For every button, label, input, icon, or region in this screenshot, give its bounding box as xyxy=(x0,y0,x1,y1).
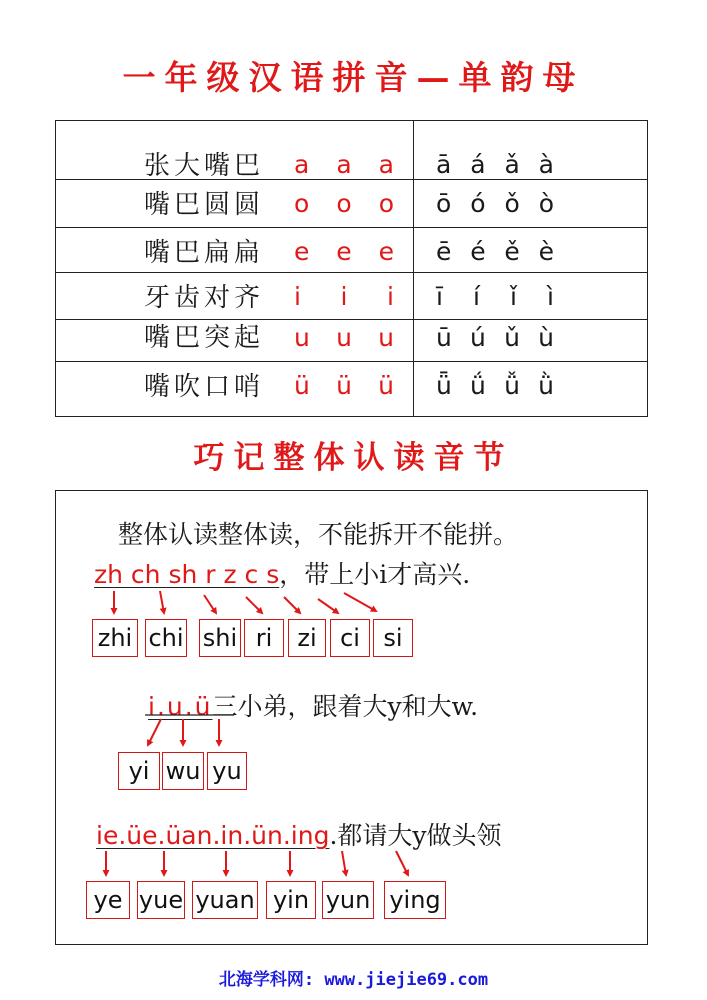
table-row xyxy=(56,272,647,319)
arrow-icon xyxy=(344,593,376,611)
vowel-table xyxy=(55,120,648,417)
arrow-icon xyxy=(396,851,408,875)
table-row xyxy=(56,319,647,361)
arrow-icon xyxy=(160,591,164,613)
page-title: 一年级汉语拼音—单韵母 xyxy=(122,58,585,97)
mouth-description: 张大嘴巴 xyxy=(144,151,265,181)
syllable-box-item: ying xyxy=(384,881,446,919)
tone-marks: ī í ǐ ì xyxy=(436,282,554,311)
arrow-icon xyxy=(148,719,161,745)
vowel-letters: e e e xyxy=(294,237,394,266)
syllable-box-item: wu xyxy=(162,752,204,790)
table-row xyxy=(56,361,647,416)
vowel-letters: ü ü ü xyxy=(294,371,394,400)
rule-line-3-rest: 三小弟，跟着大y和大w. xyxy=(212,692,479,721)
syllable-box-item: ci xyxy=(330,619,370,657)
syllable-box-item: shi xyxy=(199,619,241,657)
section-title: 巧记整体认读音节 xyxy=(193,440,514,476)
syllable-box-item: ye xyxy=(86,881,130,919)
syllable-box-item: zi xyxy=(288,619,326,657)
rule-line-1: 整体认读整体读，不能拆开不能拼。 xyxy=(118,520,519,549)
mouth-description: 嘴巴突起 xyxy=(144,323,265,353)
tone-marks: ū ú ǔ ù xyxy=(436,323,554,352)
tone-marks: ē é ě è xyxy=(436,237,554,266)
rule-line-2-rest: ，带上小i才高兴. xyxy=(279,560,471,589)
initials-text: zh ch sh r z c s xyxy=(94,560,280,589)
mouth-description: 嘴吹口哨 xyxy=(144,372,265,402)
arrow-icon xyxy=(246,597,262,613)
table-row xyxy=(56,227,647,272)
mouth-description: 牙齿对齐 xyxy=(144,283,265,313)
finals-text: ie.üe.üan.in.ün.ing xyxy=(96,821,330,850)
mouth-description: 嘴巴圆圆 xyxy=(144,190,265,220)
arrow-icon xyxy=(204,595,216,613)
rule-line-4-rest: .都请大y做头领 xyxy=(329,821,502,850)
footer-credit: 北海学科网: www.jiejie69.com xyxy=(218,970,489,990)
tone-marks: ǖ ǘ ǚ ǜ xyxy=(436,371,554,400)
syllable-box-item: yuan xyxy=(192,881,258,919)
syllable-box-item: yue xyxy=(137,881,185,919)
arrows-layer xyxy=(56,491,646,943)
syllable-box-item: yin xyxy=(266,881,316,919)
vowel-letters: u u u xyxy=(294,323,394,352)
tone-marks: ō ó ǒ ò xyxy=(436,189,554,218)
mouth-description: 嘴巴扁扁 xyxy=(144,238,265,268)
syllable-box xyxy=(55,490,648,945)
syllable-box-item: chi xyxy=(145,619,187,657)
arrow-icon xyxy=(284,597,300,613)
syllable-box-item: ri xyxy=(244,619,284,657)
tone-marks: ā á ǎ à xyxy=(436,150,554,179)
syllable-box-item: yun xyxy=(322,881,374,919)
table-row xyxy=(56,179,647,227)
vowels-text: i.u.ü xyxy=(148,692,213,721)
vowel-letters: i i i xyxy=(294,282,394,311)
syllable-box-item: zhi xyxy=(92,619,138,657)
arrow-icon xyxy=(318,599,338,613)
arrow-icon xyxy=(342,851,346,875)
syllable-box-item: yu xyxy=(207,752,247,790)
syllable-box-item: si xyxy=(373,619,413,657)
vowel-letters: o o o xyxy=(294,189,394,218)
syllable-box-item: yi xyxy=(118,752,160,790)
vowel-letters: a a a xyxy=(294,150,394,179)
